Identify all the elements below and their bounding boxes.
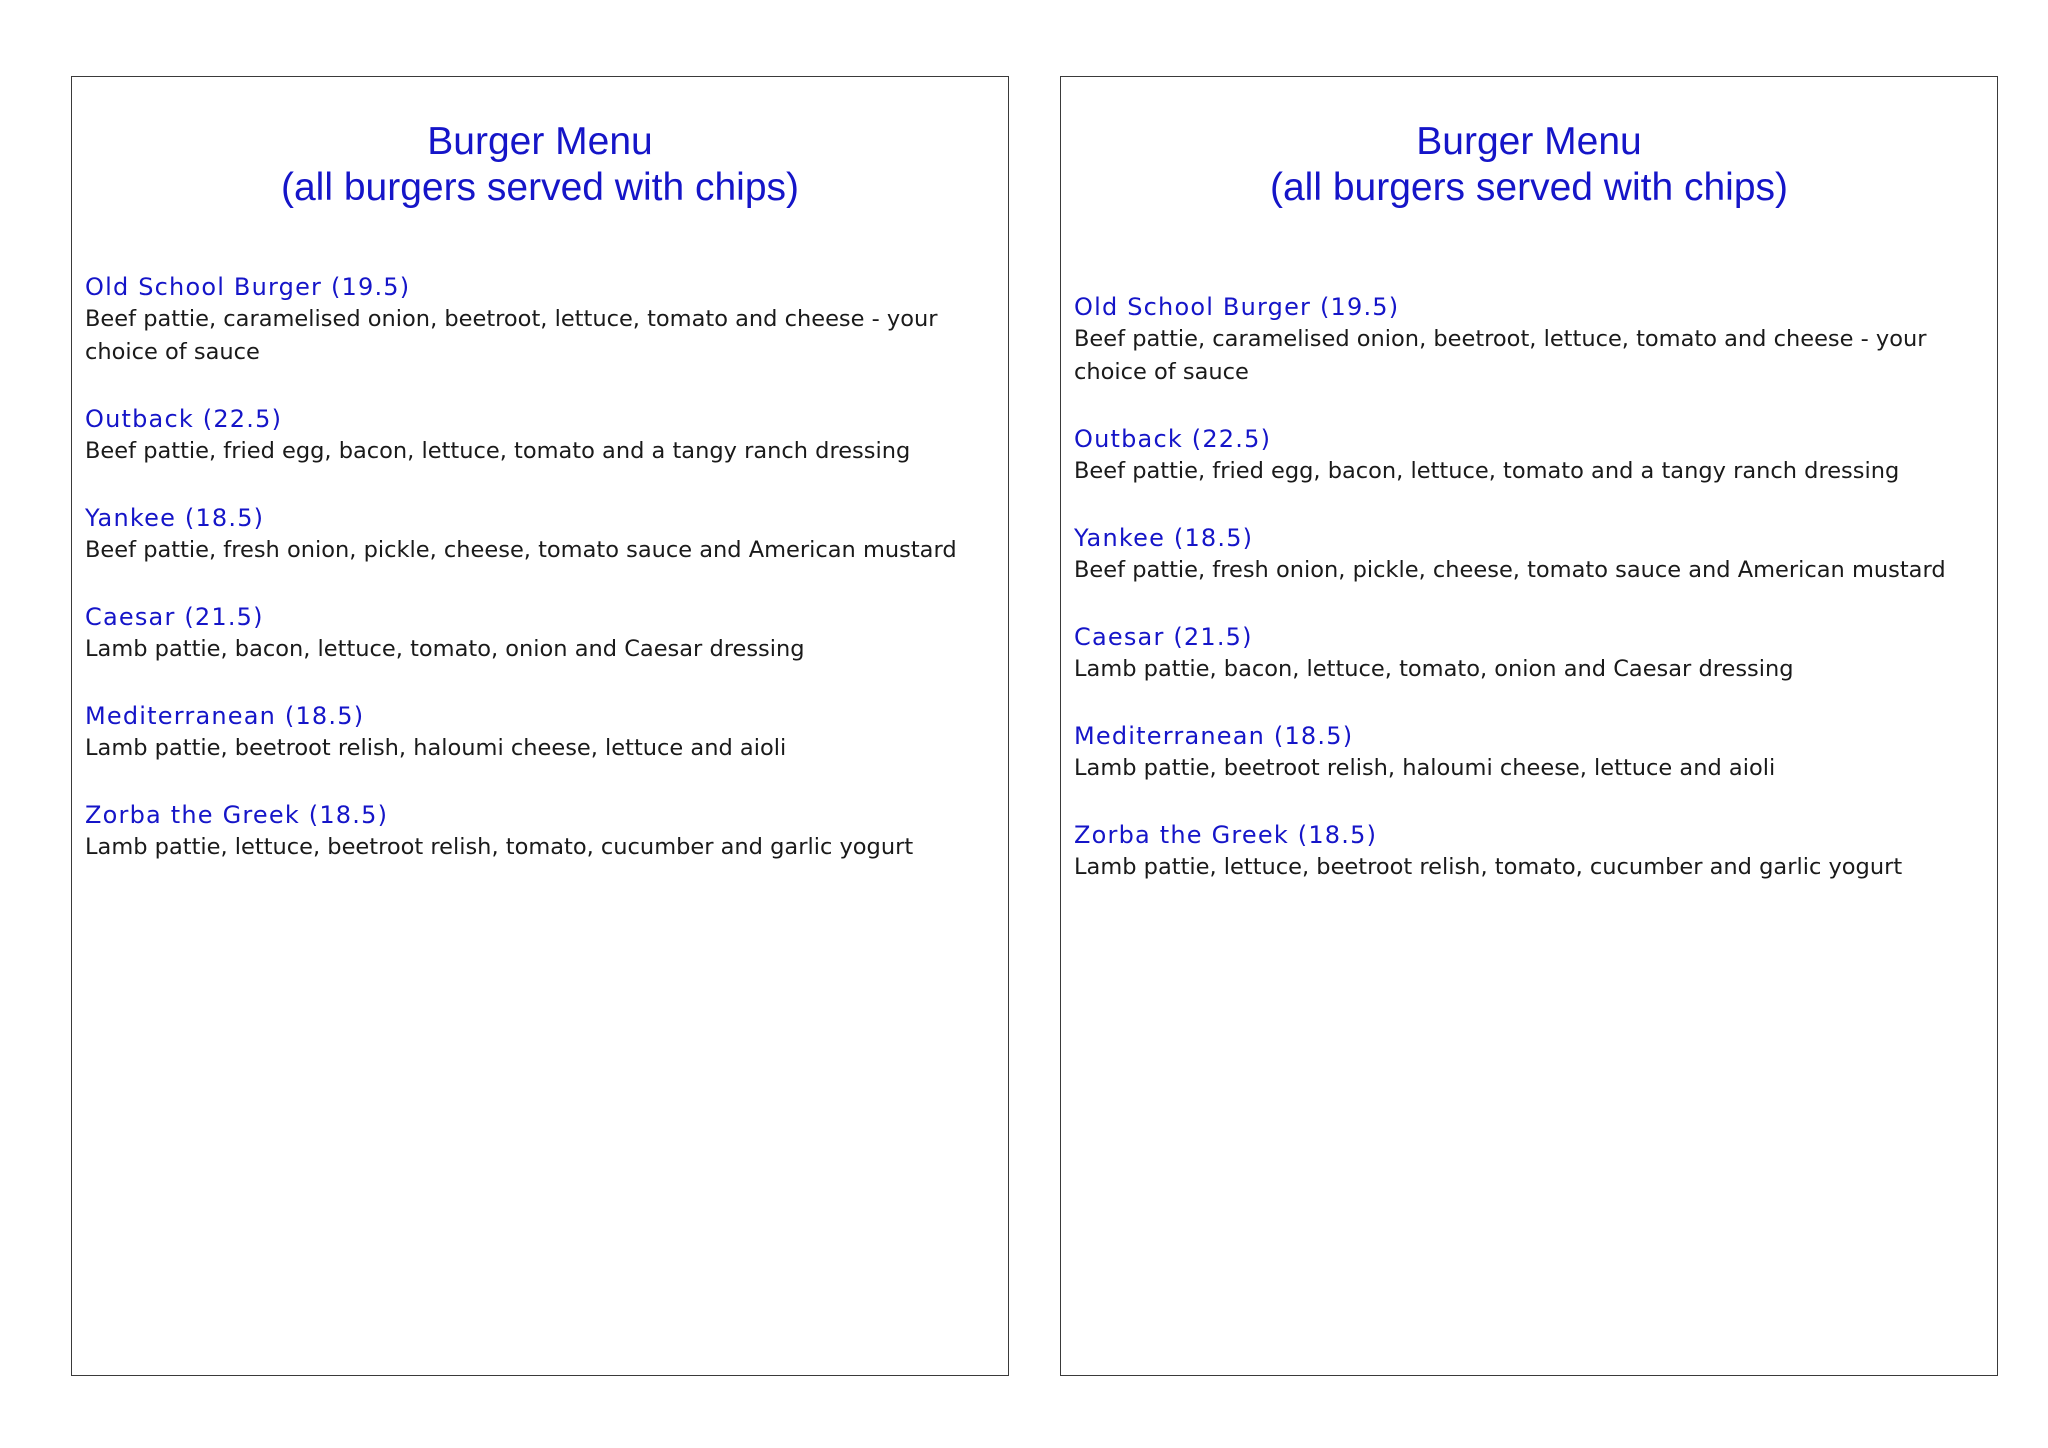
menu-item — [85, 271, 994, 369]
menu-item-description: Lamb pattie, beetroot relish, haloumi cheese, lettuce and aioli — [85, 735, 787, 761]
menu-item-name: Yankee (18.5) — [85, 504, 265, 532]
menu-title — [72, 119, 1008, 211]
menu-item-name: Old School Burger (19.5) — [85, 273, 411, 301]
menu-item — [85, 700, 994, 765]
menu-item — [85, 403, 994, 468]
menu-item — [1074, 720, 1983, 785]
menu-item-description: Beef pattie, fresh onion, pickle, cheese, tomato sauce and American mustard — [85, 537, 957, 563]
menu-item-name: Caesar (21.5) — [1074, 623, 1253, 651]
menu-item-name: Zorba the Greek (18.5) — [1074, 821, 1378, 849]
menu-item-description: Lamb pattie, bacon, lettuce, tomato, onion and Caesar dressing — [1074, 656, 1794, 682]
menu-item — [85, 601, 994, 666]
menu-item — [1074, 291, 1983, 389]
menu-item — [1074, 522, 1983, 587]
menu-item-description: Lamb pattie, beetroot relish, haloumi cheese, lettuce and aioli — [1074, 755, 1776, 781]
menu-item-name: Outback (22.5) — [1074, 425, 1272, 453]
menu-item — [85, 799, 994, 864]
menu-item — [1074, 621, 1983, 686]
menu-item-description: Lamb pattie, lettuce, beetroot relish, tomato, cucumber and garlic yogurt — [1074, 854, 1903, 880]
menu-card-right — [1060, 76, 1998, 1376]
menu-item-description: Beef pattie, fried egg, bacon, lettuce, tomato and a tangy ranch dressing — [85, 438, 911, 464]
menu-item-list — [1061, 291, 1997, 884]
menu-item-description: Beef pattie, fresh onion, pickle, cheese, tomato sauce and American mustard — [1074, 557, 1946, 583]
menu-item — [1074, 819, 1983, 884]
menu-item-description: Lamb pattie, bacon, lettuce, tomato, onion and Caesar dressing — [85, 636, 805, 662]
menu-item-name: Outback (22.5) — [85, 405, 283, 433]
menu-card-left — [71, 76, 1009, 1376]
menu-item — [85, 502, 994, 567]
menu-item-name: Mediterranean (18.5) — [1074, 722, 1354, 750]
menu-item-list — [72, 271, 1008, 864]
menu-item-name: Zorba the Greek (18.5) — [85, 801, 389, 829]
menu-item-description: Lamb pattie, lettuce, beetroot relish, tomato, cucumber and garlic yogurt — [85, 834, 914, 860]
menu-item-name: Mediterranean (18.5) — [85, 702, 365, 730]
menu-item-description: Beef pattie, caramelised onion, beetroot, lettuce, tomato and cheese - your choice of sauce — [1074, 326, 1927, 385]
menu-item — [1074, 423, 1983, 488]
menu-title-line-1: Burger Menu — [427, 120, 653, 163]
menu-item-description: Beef pattie, fried egg, bacon, lettuce, tomato and a tangy ranch dressing — [1074, 458, 1900, 484]
menu-item-name: Yankee (18.5) — [1074, 524, 1254, 552]
menu-item-description: Beef pattie, caramelised onion, beetroot, lettuce, tomato and cheese - your choice of sauce — [85, 306, 938, 365]
menu-item-name: Caesar (21.5) — [85, 603, 264, 631]
menu-title — [1061, 119, 1997, 211]
menu-title-line-2: (all burgers served with chips) — [280, 166, 800, 209]
menu-title-line-1: Burger Menu — [1416, 120, 1642, 163]
menu-item-name: Old School Burger (19.5) — [1074, 293, 1400, 321]
menu-title-line-2: (all burgers served with chips) — [1269, 166, 1789, 209]
